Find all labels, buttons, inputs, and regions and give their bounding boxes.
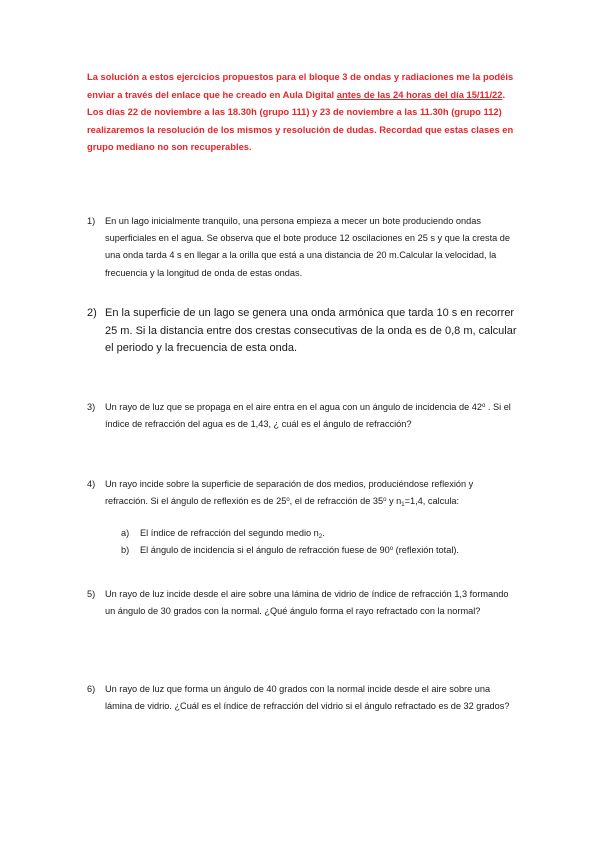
question-4 <box>87 476 515 510</box>
question-5 <box>87 586 515 620</box>
question-number: 4) <box>87 479 96 489</box>
degree-symbol: o <box>481 403 486 409</box>
question-number: 6) <box>87 684 96 694</box>
question-4-item-a <box>121 525 325 542</box>
question-number: 5) <box>87 589 96 599</box>
question-1 <box>87 213 515 282</box>
question-text: Un rayo de luz que se propaga en el aire entra en el agua con un ángulo de incidencia de 42$^o$ . Si el índice de refracción del agua es de 1,43, ¿ cuál es el ángulo de refracción? <box>105 402 511 430</box>
question-text: En un lago inicialmente tranquilo, una persona empieza a mecer un bote produciendo ondas superficiales en el agua. Se observa que el bote produce 12 oscilaciones en 25 s y que la cresta de una onda tarda 4 s en llegar a la orilla que está a una distancia de 20 m.Calcular la velocidad, la frecuencia y la longitud de onda de estas ondas. <box>105 216 511 278</box>
notice-deadline: antes de las 24 horas del día 15/11/22 <box>336 88 503 100</box>
subscript: 2 <box>318 534 323 540</box>
question-4-item-b <box>121 542 459 559</box>
question-2 <box>87 305 525 358</box>
question-6 <box>87 681 515 715</box>
submission-notice <box>87 68 517 156</box>
notice-text-schedule: . Los días 22 de noviembre a las 18.30h (grupo 111) y 23 de noviembre a las 11.30h (grupo 112) realizaremos la resolución de los mismos y resolución de dudas. Recordad que estas clases en grupo mediano no son recuperables. <box>87 88 514 153</box>
degree-symbol: o <box>286 497 290 504</box>
question-text: Un rayo de luz que forma un ángulo de 40 grados con la normal incide desde el aire sobre una lámina de vidrio. ¿Cuál es el índice de refracción del vidrio si el ángulo refractado es de 32 grados? <box>105 684 510 712</box>
question-text: En la superficie de un lago se genera una onda armónica que tarda 10 s en recorrer 25 m. Si la distancia entre dos crestas consecutivas de la onda es de 0,8 m, calcular el periodo y la frecuencia de esta onda. <box>105 307 517 355</box>
item-text: El índice de refracción del segundo medio $n_2$. <box>140 528 325 540</box>
degree-symbol: o <box>383 497 387 504</box>
question-number: 3) <box>87 402 96 412</box>
question-number: 1) <box>87 216 96 226</box>
question-text: Un rayo de luz incide desde el aire sobre una lámina de vidrio de índice de refracción 1,3 formando un ángulo de 30 grados con la normal. ¿Qué ángulo forma el rayo refractado con la normal? <box>105 589 509 617</box>
item-letter: b) <box>121 545 130 555</box>
degree-symbol: o <box>389 546 394 552</box>
question-text: Un rayo incide sobre la superficie de separación de dos medios, produciéndose reflexión y refracción. Si el ángulo de reflexión es de 25$^o$, el de refracción de 35$^o$ y $n_1=1,4$, calcula: <box>105 479 474 509</box>
subscript: 1 <box>401 502 405 509</box>
item-text: El ángulo de incidencia si el ángulo de refracción fuese de 90$^o$ (reflexión total). <box>140 545 459 555</box>
notice-text-intro: La solución a estos ejercicios propuestos para el bloque 3 de ondas y radiaciones me la podéis enviar a través del enlace que he creado en Aula Digital <box>87 71 514 100</box>
question-3 <box>87 399 515 433</box>
item-letter: a) <box>121 528 130 538</box>
question-number: 2) <box>87 307 97 319</box>
